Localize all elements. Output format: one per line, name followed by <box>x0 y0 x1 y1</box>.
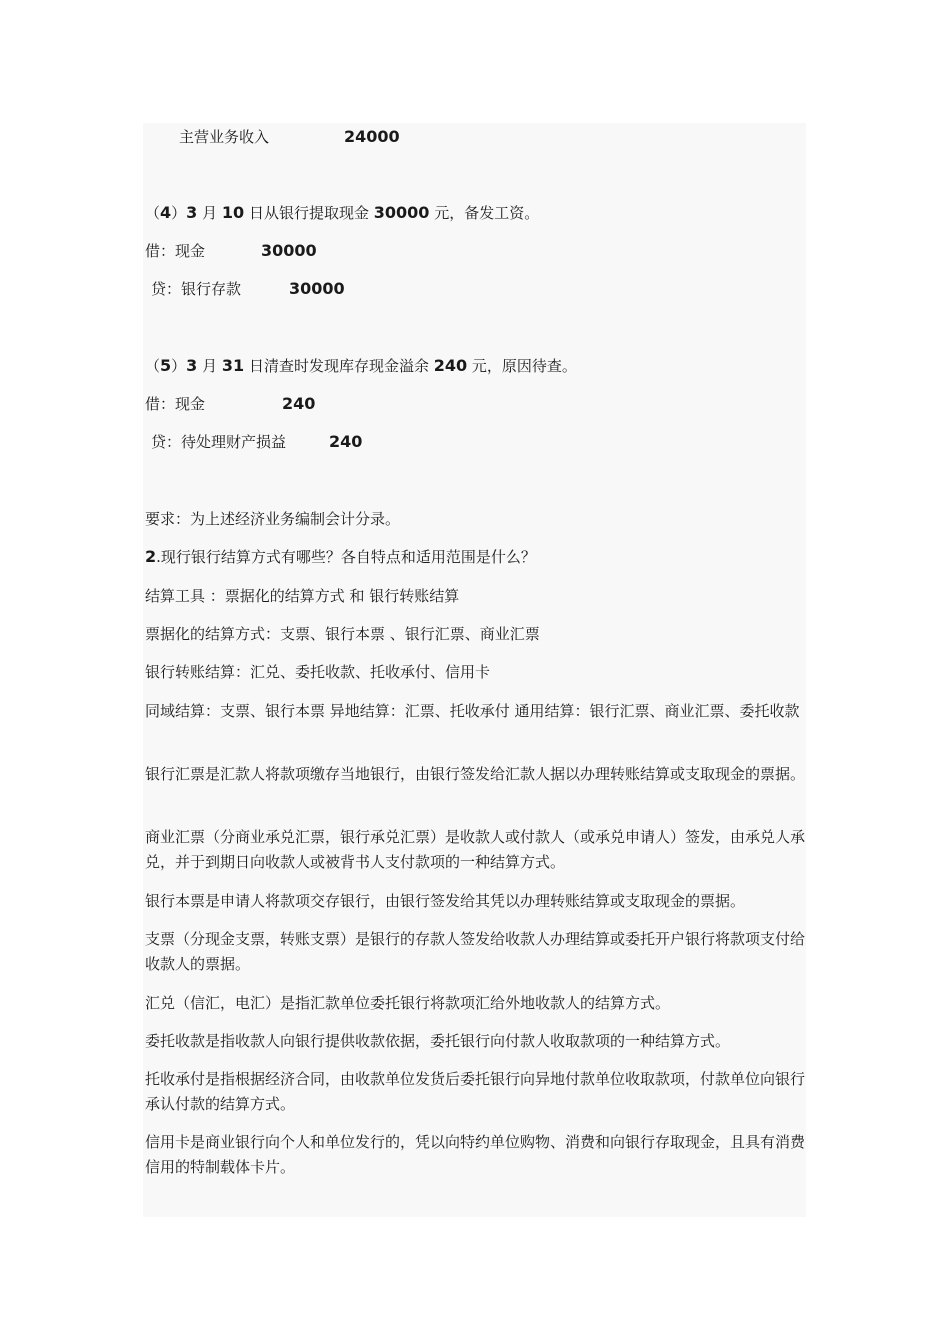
item5-debit-amount: 240 <box>282 394 316 413</box>
item5-credit-line <box>151 430 451 454</box>
item4-debit-label: 借：现金 <box>145 242 206 260</box>
paragraph-credit-card: 信用卡是商业银行向个人和单位发行的，凭以向特约单位购物、消费和向银行存取现金，且具有消费信用的特制载体卡片。 <box>145 1133 806 1176</box>
item5-description: （5）3 月 31 日清查时发现库存现金溢余 240 元，原因待查。 <box>145 356 577 375</box>
item4-credit-line <box>151 277 451 301</box>
paragraph-cashier-check: 银行本票是申请人将款项交存银行，由银行签发给其凭以办理转账结算或支取现金的票据。 <box>145 892 746 910</box>
paragraph-settlement-scope: 同域结算：支票、银行本票 异地结算：汇票、托收承付 通用结算：银行汇票、商业汇票、委托收款 <box>145 702 800 720</box>
entry3-credit-amount: 24000 <box>344 127 400 146</box>
item5-debit-label: 借：现金 <box>145 395 206 413</box>
item5-debit-line <box>145 392 445 416</box>
item4-credit-label: 贷：银行存款 <box>151 280 242 298</box>
paragraph-bank-draft: 银行汇票是汇款人将款项缴存当地银行，由银行签发给汇款人据以办理转账结算或支取现金的票据。 <box>145 765 806 783</box>
entry3-credit-line <box>179 125 479 149</box>
paragraph-commercial-draft: 商业汇票（分商业承兑汇票，银行承兑汇票）是收款人或付款人（或承兑申请人）签发，由承兑人承兑，并于到期日向收款人或被背书人支付款项的一种结算方式。 <box>145 828 806 871</box>
requirement-text: 要求：为上述经济业务编制会计分录。 <box>145 510 401 528</box>
document-body <box>143 123 806 1217</box>
item4-debit-line <box>145 239 445 263</box>
item5-credit-label: 贷：待处理财产损益 <box>151 433 287 451</box>
paragraph-remittance: 汇兑（信汇，电汇）是指汇款单位委托银行将款项汇给外地收款人的结算方式。 <box>145 994 671 1012</box>
entry3-credit-account: 主营业务收入 <box>179 128 270 146</box>
item4-credit-amount: 30000 <box>289 279 345 298</box>
paragraph-entrusted-collection: 委托收款是指收款人向银行提供收款依据，委托银行向付款人收取款项的一种结算方式。 <box>145 1032 731 1050</box>
paragraph-transfer-settlement: 银行转账结算：汇兑、委托收款、托收承付、信用卡 <box>145 663 491 681</box>
paragraph-collection-acceptance: 托收承付是指根据经济合同，由收款单位发货后委托银行向异地付款单位收取款项，付款单位向银行承认付款的结算方式。 <box>145 1070 806 1113</box>
question2-heading: 2.现行银行结算方式有哪些？各自特点和适用范围是什么？ <box>145 547 536 566</box>
item4-description: （4）3 月 10 日从银行提取现金 30000 元，备发工资。 <box>145 203 540 222</box>
item5-credit-amount: 240 <box>329 432 363 451</box>
paragraph-bill-settlement: 票据化的结算方式：支票、银行本票 、银行汇票、商业汇票 <box>145 625 540 643</box>
paragraph-check: 支票（分现金支票，转账支票）是银行的存款人签发给收款人办理结算或委托开户银行将款项支付给收款人的票据。 <box>145 930 806 973</box>
paragraph-settlement-tools: 结算工具 ：票据化的结算方式 和 银行转账结算 <box>145 587 460 605</box>
item4-debit-amount: 30000 <box>261 241 317 260</box>
